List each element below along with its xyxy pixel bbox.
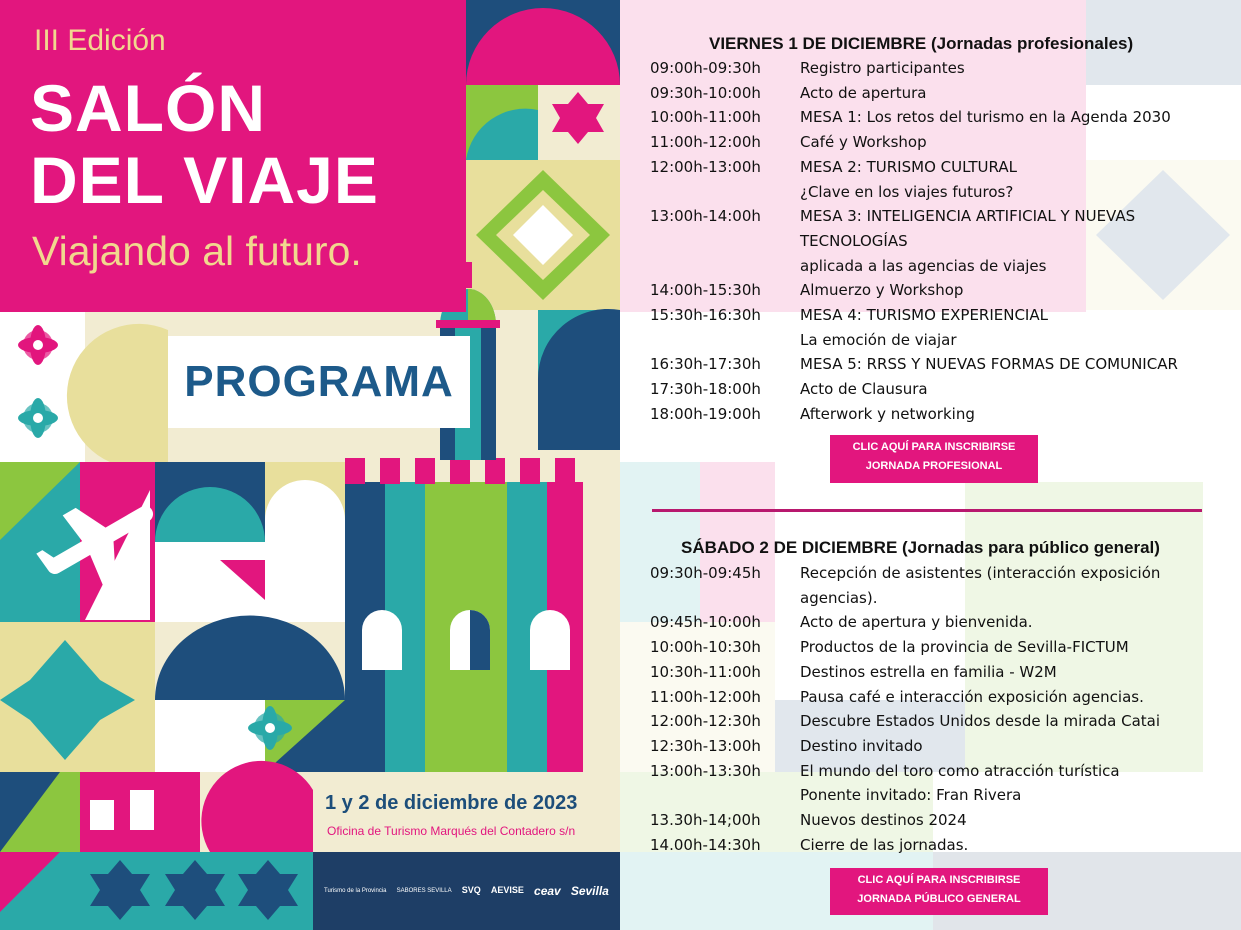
schedule-description: Acto de apertura y bienvenida.: [800, 613, 1033, 632]
logo-svq: SVQ: [461, 885, 481, 896]
schedule-row: [650, 105, 1230, 130]
schedule-description: El mundo del toro como atracción turística: [800, 761, 1120, 780]
schedule-row: [650, 180, 1230, 205]
schedule-row: [650, 610, 1230, 635]
schedule-row: [650, 808, 1230, 833]
schedule-time: 10:30h-11:00h: [650, 662, 761, 681]
event-venue: Oficina de Turismo Marqués del Contadero s/n: [327, 824, 576, 838]
schedule-row: [650, 759, 1230, 784]
schedule-row: [650, 833, 1230, 858]
schedule-time: 15:30h-16:30h: [650, 306, 761, 325]
schedule-row: [650, 635, 1230, 660]
schedule-description: MESA 1: Los retos del turismo en la Agenda 2030: [800, 108, 1171, 127]
schedule-time: 16:30h-17:30h: [650, 355, 761, 374]
programa-banner: [168, 336, 470, 428]
schedule-time: [650, 254, 800, 279]
schedule-description: Pausa café e interacción exposición agencias.: [800, 687, 1144, 706]
schedule-time: 14.00h-14:30h: [650, 835, 761, 854]
register-professional-line1: CLIC AQUÍ PARA INSCRIBIRSE: [852, 441, 1016, 453]
schedule-time: 13:00h-13:30h: [650, 761, 761, 780]
schedule-row: [650, 709, 1230, 734]
schedule-description: Productos de la provincia de Sevilla-FICTUM: [800, 638, 1129, 657]
schedule-time: 10:00h-11:00h: [650, 108, 761, 127]
logo-sabores-sevilla: SABORES SEVILLA: [396, 887, 452, 894]
schedule-row: [650, 377, 1230, 402]
schedule-description: Cierre de las jornadas.: [800, 835, 969, 854]
programa-label: PROGRAMA: [184, 357, 454, 406]
event-title-line2: DEL VIAJE: [30, 143, 379, 217]
event-title: [30, 72, 379, 216]
saturday-heading: SÁBADO 2 DE DICIEMBRE (Jornadas para público general): [681, 538, 1160, 557]
friday-heading: VIERNES 1 DE DICIEMBRE (Jornadas profesionales): [709, 34, 1134, 53]
schedule-time: 09:30h-10:00h: [650, 83, 761, 102]
schedule-description: Descubre Estados Unidos desde la mirada Catai: [800, 712, 1161, 731]
schedule-row: [650, 352, 1230, 377]
logo-ceav: ceav: [534, 883, 561, 898]
date-box: [313, 776, 620, 850]
schedule-row: [650, 130, 1230, 155]
poster: [0, 0, 620, 930]
schedule-description: Almuerzo y Workshop: [800, 281, 964, 300]
schedule-time: 18:00h-19:00h: [650, 404, 761, 423]
schedule-description: Café y Workshop: [800, 133, 927, 152]
schedule-time: 14:00h-15:30h: [650, 281, 761, 300]
schedule-row: [650, 81, 1230, 106]
schedule-row: [650, 278, 1230, 303]
schedule-time: 09:30h-09:45h: [650, 564, 761, 582]
schedule-description: Acto de Clausura: [800, 380, 928, 399]
schedule-description: Ponente invitado: Fran Rivera: [800, 786, 1022, 805]
schedule-time: 12:30h-13:00h: [650, 736, 761, 755]
schedule-description: MESA 2: TURISMO CULTURAL: [800, 157, 1017, 176]
schedule-description: MESA 4: TURISMO EXPERIENCIAL: [800, 306, 1048, 325]
register-professional-button[interactable]: [830, 435, 1038, 483]
schedule-description: MESA 5: RRSS Y NUEVAS FORMAS DE COMUNICAR: [800, 355, 1178, 374]
schedule-row: [650, 685, 1230, 710]
schedule-description: MESA 3: INTELIGENCIA ARTIFICIAL Y NUEVAS TECNOLOGÍAS: [800, 207, 1136, 250]
edition-label: III Edición: [34, 24, 166, 57]
event-title-line1: SALÓN: [30, 71, 266, 145]
friday-schedule: [650, 56, 1230, 427]
schedule-row: [650, 734, 1230, 759]
program-panel: [620, 0, 1241, 930]
schedule-description: aplicada a las agencias de viajes: [800, 256, 1047, 275]
schedule-time: 11:00h-12:00h: [650, 687, 761, 706]
schedule-description: La emoción de viajar: [800, 330, 957, 349]
schedule-row: [650, 328, 1230, 353]
schedule-time: 11:00h-12:00h: [650, 133, 761, 152]
schedule-row: [650, 660, 1230, 685]
section-divider: [652, 509, 1202, 512]
schedule-time: 09:45h-10:00h: [650, 613, 761, 632]
logo-sevilla: Sevilla: [570, 883, 609, 898]
register-public-line2: JORNADA PÚBLICO GENERAL: [857, 893, 1021, 905]
schedule-time: 09:00h-09:30h: [650, 59, 761, 77]
logo-aevise: AEVISE: [490, 885, 524, 896]
schedule-time: 13.30h-14;00h: [650, 811, 761, 830]
schedule-row: [650, 561, 1230, 610]
saturday-schedule: [650, 561, 1230, 857]
schedule-description: Recepción de asistentes (interacción exposición agencias).: [800, 564, 1161, 607]
schedule-description: ¿Clave en los viajes futuros?: [800, 182, 1014, 201]
schedule-row: [650, 204, 1230, 253]
schedule-time: 17:30h-18:00h: [650, 380, 761, 399]
schedule-description: Acto de apertura: [800, 83, 927, 102]
register-public-button[interactable]: [830, 868, 1048, 915]
sponsor-logos: [313, 852, 620, 930]
schedule-time: [650, 180, 800, 205]
logo-turismo-provincia: Turismo de la Provincia: [324, 887, 387, 894]
schedule-row: [650, 783, 1230, 808]
schedule-description: Nuevos destinos 2024: [800, 811, 967, 830]
schedule-time: [650, 783, 800, 808]
schedule-time: 12:00h-12:30h: [650, 712, 761, 731]
schedule-description: Afterwork y networking: [800, 404, 975, 423]
schedule-description: Destinos estrella en familia - W2M: [800, 662, 1057, 681]
schedule-row: [650, 155, 1230, 180]
schedule-time: 12:00h-13:00h: [650, 157, 761, 176]
schedule-row: [650, 402, 1230, 427]
schedule-description: Registro participantes: [800, 59, 965, 77]
schedule-row: [650, 303, 1230, 328]
event-dates: 1 y 2 de diciembre de 2023: [325, 792, 578, 814]
schedule-time: 10:00h-10:30h: [650, 638, 761, 657]
schedule-row: [650, 56, 1230, 81]
register-public-line1: CLIC AQUÍ PARA INSCRIBIRSE: [857, 874, 1021, 886]
schedule-row: [650, 254, 1230, 279]
register-professional-line2: JORNADA PROFESIONAL: [865, 460, 1003, 472]
schedule-time: 13:00h-14:00h: [650, 207, 761, 226]
schedule-description: Destino invitado: [800, 736, 923, 755]
event-subtitle: Viajando al futuro.: [32, 228, 362, 274]
schedule-time: [650, 328, 800, 353]
